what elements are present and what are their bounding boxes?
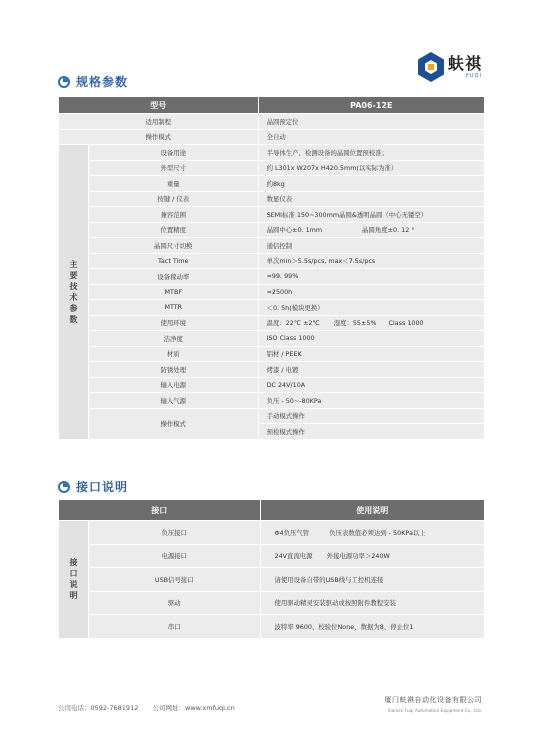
row-value: 约 L301x W207x H420.5mm(以实际为准） <box>258 160 484 176</box>
row-value: 数显仪表 <box>258 191 484 207</box>
row-label: 使用环境 <box>89 315 259 331</box>
spec-section-title: 规格参数 <box>58 73 128 90</box>
row-label: 输入气源 <box>89 393 259 409</box>
row-value: Φ4负压气管 负压表数值必须达到 - 50KPa以上 <box>260 521 485 545</box>
row-label: 材质 <box>89 346 259 362</box>
footer-website: 公司网址：www.xmfuqi.cn <box>152 704 235 712</box>
row-label: 设备稼动率 <box>89 269 259 285</box>
spec-table <box>58 96 485 440</box>
table-row <box>59 521 485 545</box>
table-row <box>59 315 485 331</box>
table-row <box>59 222 485 238</box>
table-row <box>59 331 485 347</box>
row-value: ＜0. 5h(模块更换） <box>258 300 484 316</box>
row-value: DC 24V/10A <box>258 377 484 393</box>
row-label: 晶圆尺寸切换 <box>89 238 259 254</box>
row-label: 串口 <box>89 615 261 639</box>
row-label: 按键 / 仪表 <box>89 191 259 207</box>
table-row <box>59 377 485 393</box>
table-row <box>59 362 485 378</box>
row-label: 适用制程 <box>59 114 259 130</box>
row-label: 电源接口 <box>89 544 261 568</box>
hexagon-logo-icon <box>418 52 444 82</box>
header-interface: 接口 <box>59 500 261 521</box>
row-value: 烤漆 / 电镀 <box>258 362 484 378</box>
row-label: 驱动 <box>89 591 261 615</box>
footer-company-zh: 厦门蚨祺自动化设备有限公司 <box>384 696 482 704</box>
row-label: 操作模式 <box>89 408 259 439</box>
footer-company-en: Xiamen Fuqi Automation Equipment Co., Ltd. <box>387 708 482 713</box>
iface-table <box>58 499 485 639</box>
row-label: 防锈处理 <box>89 362 259 378</box>
row-value: 晶圆中心±0. 1mm 晶圆角度±0. 12 ° <box>258 222 484 238</box>
table-row <box>59 300 485 316</box>
row-value: 预检模式操作 <box>258 424 484 440</box>
table-row <box>59 160 485 176</box>
logo-text: 蚨祺 <box>447 54 482 73</box>
table-row <box>59 176 485 192</box>
row-value: 请使用设备自带的USB线与工控机连接 <box>260 568 485 592</box>
header-usage: 使用说明 <box>260 500 485 521</box>
header-model-value: PA06-12E <box>258 97 484 114</box>
row-value: 24V直流电源 外接电源功率＞240W <box>260 544 485 568</box>
company-logo <box>418 52 482 82</box>
row-label: 操作模式 <box>59 129 259 145</box>
row-value: 负压 - 50~-80KPa <box>258 393 484 409</box>
row-value: 温度：22℃ ±2℃ 湿度：55±5% Class 1000 <box>258 315 484 331</box>
row-label: 洁净度 <box>89 331 259 347</box>
table-row <box>59 408 485 424</box>
table-row <box>59 393 485 409</box>
row-label: MTBF <box>89 284 259 300</box>
logo-subtext: FUQI <box>466 73 482 79</box>
table-row <box>59 284 485 300</box>
group-label: 接口说明 <box>59 521 89 639</box>
row-value: 晶圆预定位 <box>258 114 484 130</box>
table-row <box>59 568 485 592</box>
table-row <box>59 544 485 568</box>
iface-section-title: 接口说明 <box>58 478 128 495</box>
table-row <box>59 253 485 269</box>
pie-chart-icon <box>58 76 70 88</box>
row-value: ISO Class 1000 <box>258 331 484 347</box>
table-row <box>59 346 485 362</box>
row-label: MTTR <box>89 300 259 316</box>
table-row <box>59 269 485 285</box>
row-value: 单次min＞5.5s/pcs, max＜7.5s/pcs <box>258 253 484 269</box>
group-label: 主要技术参数 <box>59 145 89 440</box>
pie-chart-icon <box>58 481 70 493</box>
table-row <box>59 191 485 207</box>
header-model: 型号 <box>59 97 259 114</box>
table-row <box>59 238 485 254</box>
row-value: 铝材 / PEEK <box>258 346 484 362</box>
row-label: 重量 <box>89 176 259 192</box>
table-row <box>59 615 485 639</box>
row-label: 设备用途 <box>89 145 259 161</box>
row-value: 波特率 9600、校验位None、数据为8、停止位1 <box>260 615 485 639</box>
table-header <box>59 500 485 521</box>
row-value: 手动模式操作 <box>258 408 484 424</box>
row-label: Tact Time <box>89 253 259 269</box>
row-label: 输入电源 <box>89 377 259 393</box>
table-row <box>59 129 485 145</box>
row-value: 半导体生产、检测设备的晶圆位置预校准； <box>258 145 484 161</box>
table-header <box>59 97 485 114</box>
footer-phone: 公司电话：0592-7681912 <box>58 704 139 712</box>
row-value: ≈99. 99% <box>258 269 484 285</box>
row-value: 使用驱动精灵安装驱动或按照附件教程安装 <box>260 591 485 615</box>
table-row <box>59 207 485 223</box>
row-label: USB信号接口 <box>89 568 261 592</box>
table-row <box>59 591 485 615</box>
row-label: 外型尺寸 <box>89 160 259 176</box>
footer-company <box>385 695 483 713</box>
row-value: 约8kg <box>258 176 484 192</box>
row-label: 位置精度 <box>89 222 259 238</box>
row-label: 负压接口 <box>89 521 261 545</box>
row-value: 全自动 <box>258 129 484 145</box>
row-value: ≈2500h <box>258 284 484 300</box>
table-row <box>59 145 485 161</box>
table-row <box>59 114 485 130</box>
row-label: 兼容范围 <box>89 207 259 223</box>
row-value: SEMI标准 150~300mm晶圆&透明晶圆（中心无镂空） <box>258 207 484 223</box>
footer-contact <box>58 703 235 712</box>
row-value: 通信控制 <box>258 238 484 254</box>
